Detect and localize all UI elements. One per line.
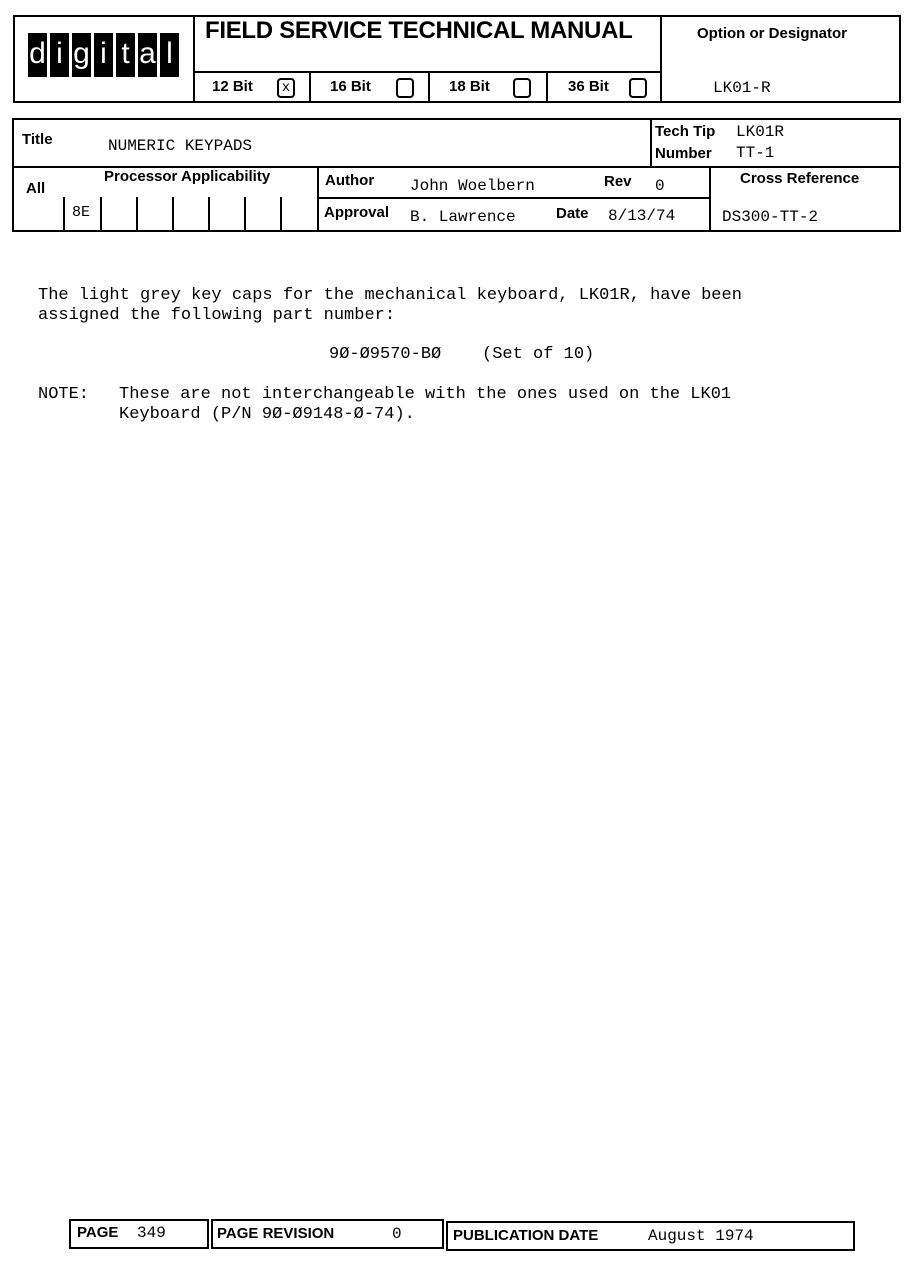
all-label: All	[26, 180, 46, 197]
manual-title: FIELD SERVICE TECHNICAL MANUAL	[205, 17, 633, 44]
bit-label-18: 18 Bit	[449, 78, 490, 95]
note-label: NOTE:	[38, 385, 90, 404]
processor-applicability-label: Processor Applicability	[104, 168, 271, 185]
tech-tip-label: Tech Tip	[655, 123, 716, 140]
checkbox-18-bit[interactable]	[513, 78, 531, 98]
title-label: Title	[22, 131, 53, 148]
date-label: Date	[556, 205, 589, 222]
page-revision-label: PAGE REVISION	[217, 1225, 335, 1242]
checkbox-16-bit[interactable]	[396, 78, 414, 98]
title-value: NUMERIC KEYPADS	[108, 137, 253, 155]
number-label: Number	[655, 145, 712, 162]
processor-cell-8e: 8E	[72, 204, 91, 221]
paragraph-line-2: assigned the following part number:	[38, 306, 396, 325]
digital-logo: d i g i t a l	[28, 33, 179, 77]
number-value: TT-1	[736, 144, 775, 162]
note-line-2: Keyboard (P/N 9Ø-Ø9148-Ø-74).	[119, 405, 415, 424]
page-label: PAGE	[77, 1224, 119, 1241]
approval-value: B. Lawrence	[410, 208, 516, 226]
publication-date-value: August 1974	[648, 1227, 754, 1245]
option-designator-label: Option or Designator	[697, 25, 847, 42]
author-value: John Woelbern	[410, 177, 535, 195]
bit-label-36: 36 Bit	[568, 78, 609, 95]
page-number: 349	[137, 1224, 166, 1242]
part-number: 9Ø-Ø9570-BØ (Set of 10)	[329, 345, 595, 364]
option-designator-value: LK01-R	[713, 79, 771, 97]
note-line-1: These are not interchangeable with the ones used on the LK01	[119, 385, 732, 404]
cross-reference-value: DS300-TT-2	[722, 208, 819, 226]
publication-date-label: PUBLICATION DATE	[453, 1227, 599, 1244]
rev-label: Rev	[604, 173, 632, 190]
rev-value: 0	[655, 177, 665, 195]
date-value: 8/13/74	[608, 207, 676, 225]
checkbox-36-bit[interactable]	[629, 78, 647, 98]
bit-label-12: 12 Bit	[212, 78, 253, 95]
checkbox-12-bit[interactable]: x	[277, 78, 295, 98]
page-revision-value: 0	[392, 1225, 402, 1243]
bit-label-16: 16 Bit	[330, 78, 371, 95]
cross-reference-label: Cross Reference	[740, 170, 860, 187]
author-label: Author	[325, 172, 375, 189]
paragraph-line-1: The light grey key caps for the mechanical keyboard, LK01R, have been	[38, 286, 742, 305]
tech-tip-value: LK01R	[736, 123, 785, 141]
approval-label: Approval	[324, 204, 390, 221]
